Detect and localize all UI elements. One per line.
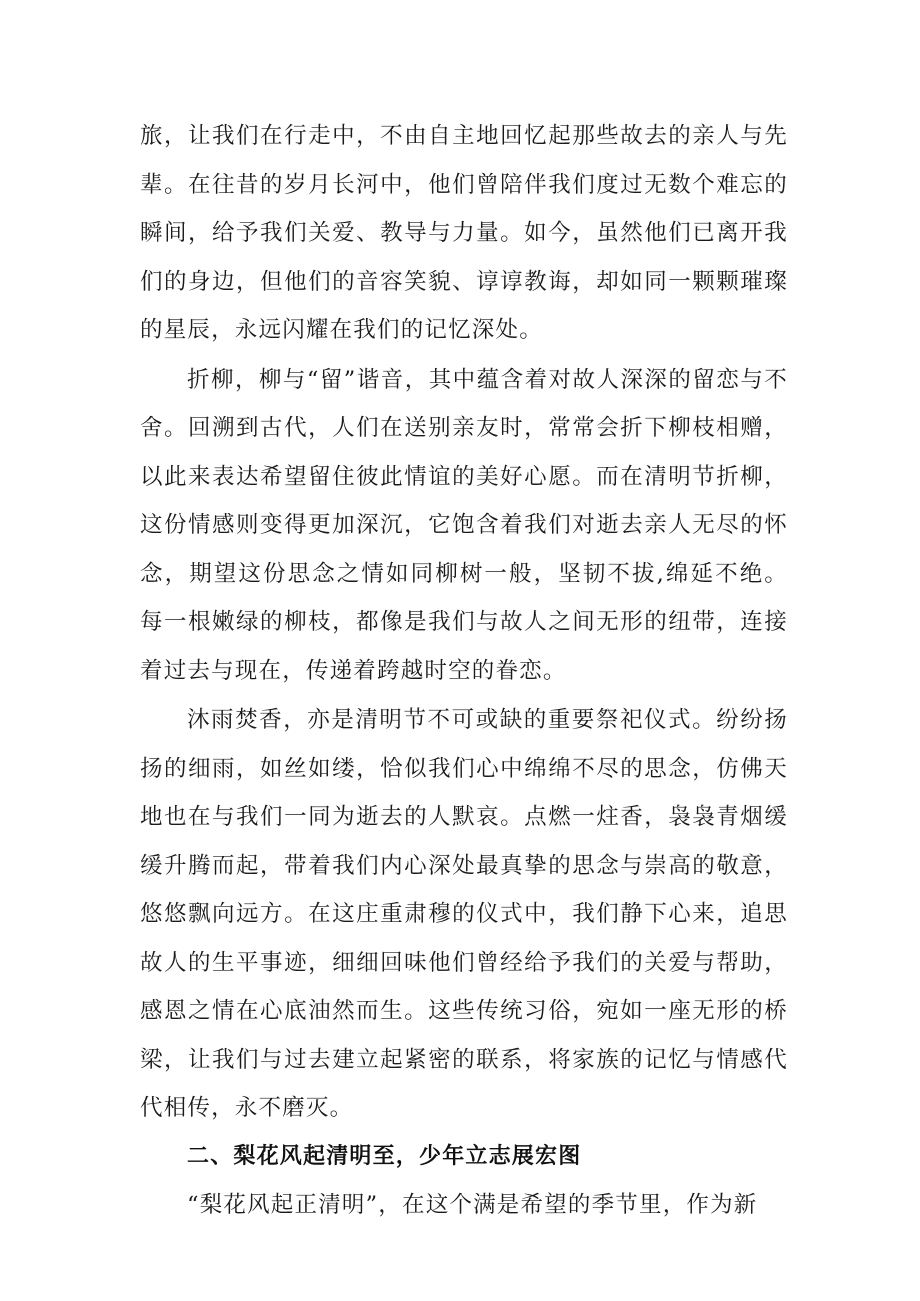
document-body (140, 112, 788, 1230)
paragraph-willow: 折柳，柳与“留”谐音，其中蕴含着对故人深深的留恋与不舍。回溯到古代，人们在送别亲友时，常常会折下柳枝相赠，以此来表达希望留住彼此情谊的美好心愿。而在清明节折柳，这份情感则变得更加深沉，它饱含着我们对逝去亲人无尽的怀念，期望这份思念之情如同柳树一般，坚韧不拔,绵延不绝。每一根嫩绿的柳枝，都像是我们与故人之间无形的纽带，连接着过去与现在，传递着跨越时空的眷恋。 (140, 366, 788, 684)
section-heading: 二、梨花风起清明至，少年立志展宏图 (187, 1143, 582, 1169)
paragraph-pear-blossom: “梨花风起正清明”，在这个满是希望的季节里，作为新 (187, 1192, 758, 1218)
paragraph-memories: 旅，让我们在行走中，不由自主地回忆起那些故去的亲人与先辈。在往昔的岁月长河中，他们曾陪伴我们度过无数个难忘的瞬间，给予我们关爱、教导与力量。如今，虽然他们已离开我们的身边，但他们的音容笑貌、谆谆教诲，却如同一颗颗璀璨的星辰，永远闪耀在我们的记忆深处。 (140, 123, 788, 343)
paragraph-incense: 沐雨焚香，亦是清明节不可或缺的重要祭祀仪式。纷纷扬扬的细雨，如丝如缕，恰似我们心中绵绵不尽的思念，仿佛天地也在与我们一同为逝去的人默哀。点燃一炷香，袅袅青烟缓缓升腾而起，带着我们内心深处最真挚的思念与崇高的敬意，悠悠飘向远方。在这庄重肃穆的仪式中，我们静下心来，追思故人的生平事迹，细细回味他们曾经给予我们的关爱与帮助，感恩之情在心底油然而生。这些传统习俗，宛如一座无形的桥梁，让我们与过去建立起紧密的联系，将家族的记忆与情感代代相传，永不磨灭。 (140, 707, 788, 1121)
